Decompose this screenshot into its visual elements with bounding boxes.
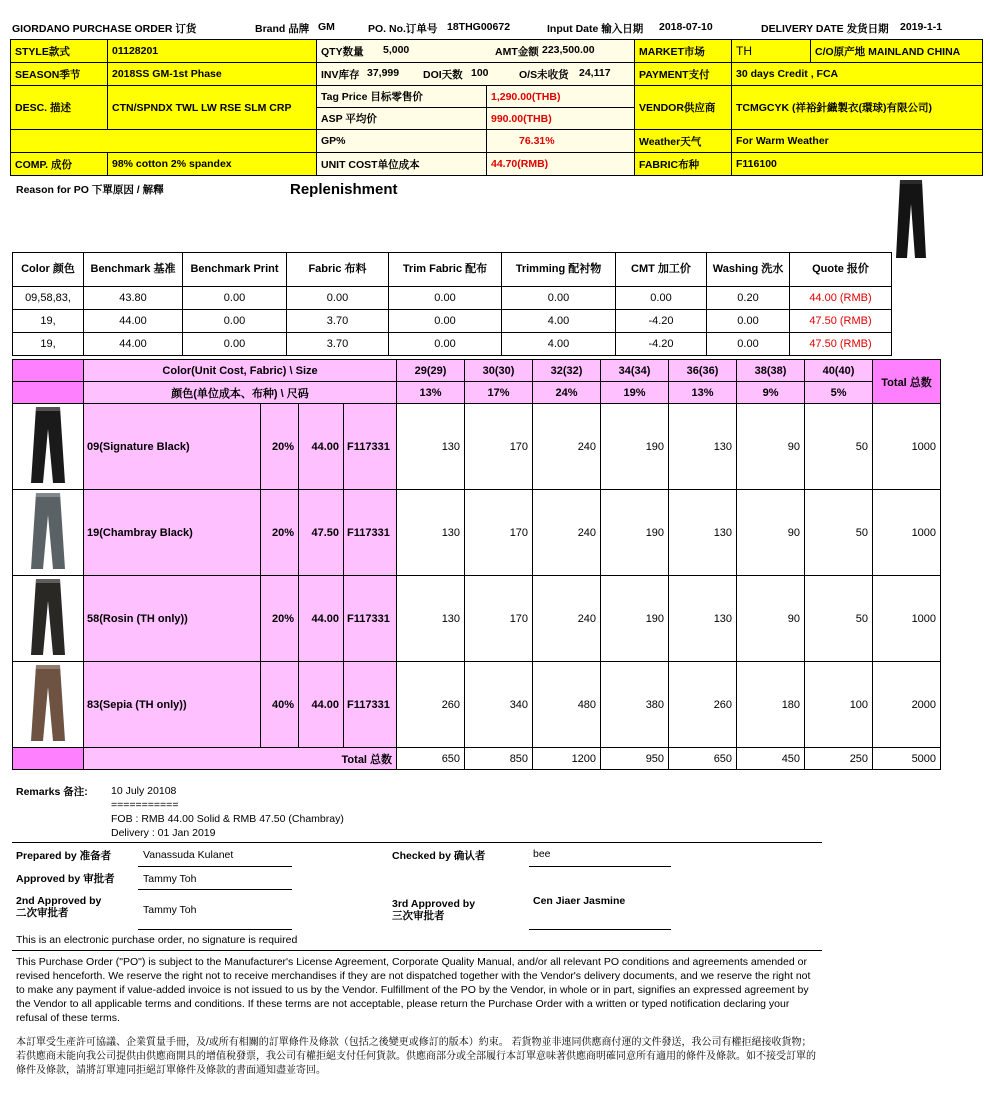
origin-label: C/O原产地	[815, 45, 866, 58]
delivery-date-label: DELIVERY DATE 发货日期	[761, 23, 889, 35]
comp-label: COMP. 成份	[11, 153, 108, 176]
tag-price-value: 1,290.00(THB)	[487, 86, 635, 108]
qty-label: QTY数量	[321, 45, 364, 58]
fabric-code-cell: F117331	[344, 576, 397, 662]
grand-total-cell: 5000	[873, 748, 941, 770]
size-header-cell: 38(38)	[737, 360, 805, 382]
fabric-label: FABRIC布种	[635, 153, 732, 176]
checked-value: bee	[533, 848, 551, 860]
desc-value: CTN/SPNDX TWL LW RSE SLM CRP	[108, 86, 317, 130]
color-percent-cell: 20%	[261, 490, 299, 576]
size-total-cell: 450	[737, 748, 805, 770]
remarks-line: 10 July 20108	[111, 785, 177, 797]
unit-cost-cell: 44.00	[299, 576, 344, 662]
color-name-cell: 19(Chambray Black)	[84, 490, 261, 576]
color-row	[13, 576, 941, 662]
qty-cell: 380	[601, 662, 669, 748]
total-swatch-cell	[13, 748, 84, 770]
comp-value: 98% cotton 2% spandex	[108, 153, 317, 176]
weather-value: For Warm Weather	[732, 130, 983, 153]
qty-amt-cell	[317, 40, 635, 63]
cost-cell: -4.20	[616, 333, 707, 356]
size-ratio-cell: 9%	[737, 382, 805, 404]
style-value: 01128201	[108, 40, 317, 63]
size-ratio-cell: 5%	[805, 382, 873, 404]
inv-value: 37,999	[367, 67, 400, 79]
inv-doi-os-cell	[317, 63, 635, 86]
color-size-header-en: Color(Unit Cost, Fabric) \ Size	[84, 360, 397, 382]
market-label: MARKET市场	[635, 40, 732, 63]
qty-cell: 480	[533, 662, 601, 748]
size-total-cell: 1200	[533, 748, 601, 770]
cost-header-cell: Benchmark Print	[183, 253, 287, 287]
size-header-cell: 29(29)	[397, 360, 465, 382]
jeans-swatch-icon	[28, 491, 68, 571]
brand-label: Brand 品牌	[255, 23, 310, 35]
qty-cell: 130	[669, 490, 737, 576]
second-approval-label-cn: 二次审批者	[16, 907, 69, 919]
amt-value: 223,500.00	[542, 44, 595, 56]
prepared-value: Vanassuda Kulanet	[143, 849, 234, 861]
cost-cell: 0.00	[389, 310, 502, 333]
remarks-line: FOB : RMB 44.00 Solid & RMB 47.50 (Chambray)	[111, 813, 344, 825]
input-date-value: 2018-07-10	[659, 21, 713, 33]
qty-cell: 170	[465, 404, 533, 490]
color-swatch-cell	[13, 490, 84, 576]
style-label: STYLE款式	[11, 40, 108, 63]
jeans-swatch-icon	[28, 405, 68, 485]
size-total-cell: 850	[465, 748, 533, 770]
legal-text-en: This Purchase Order ("PO") is subject to the Manufacturer's License Agreement, Corporate Quality Manual, and/or all relevant PO conditions and agreements amended or revised henceforth. We reserve the right not to receive merchandises if they are not dispatched together with the Vendor's delivery documents, and we reserve the right not to make any payment if value-added invoice is not issued to us by the Vendor. Fulfillment of the PO by the Vendor, in whole or in part, signifies an expressed agreement by the Vendor to all applicable terms and conditions. If these terms are not acceptable, please return the Purchase Order with a written or typed notification declaring your refusal of these terms.	[16, 956, 811, 1024]
fabric-value: F116100	[732, 153, 983, 176]
prepared-label: Prepared by 准备者	[16, 850, 112, 862]
cost-header-cell: Benchmark 基准	[84, 253, 183, 287]
second-approval-value: Tammy Toh	[143, 904, 197, 916]
delivery-date-value: 2019-1-1	[900, 21, 943, 33]
row-total-cell: 1000	[873, 576, 941, 662]
cost-cell: 19,	[13, 310, 84, 333]
payment-value: 30 days Credit , FCA	[732, 63, 983, 86]
season-value: 2018SS GM-1st Phase	[108, 63, 317, 86]
qty-cell: 50	[805, 490, 873, 576]
size-ratio-cell: 19%	[601, 382, 669, 404]
qty-value: 5,000	[383, 44, 410, 56]
cost-header-cell: Fabric 布料	[287, 253, 389, 287]
color-row	[13, 404, 941, 490]
po-no-value: 18THG00672	[447, 21, 511, 33]
qty-cell: 170	[465, 490, 533, 576]
remarks-body	[111, 784, 344, 840]
origin-value: MAINLAND CHINA	[868, 45, 961, 58]
qty-cell: 240	[533, 404, 601, 490]
cost-header-cell: Washing 洗水	[707, 253, 790, 287]
cost-cell: 0.00	[707, 310, 790, 333]
amt-label: AMT金额	[495, 46, 539, 58]
second-signature-line	[138, 929, 292, 930]
cost-cell: 0.00	[616, 287, 707, 310]
prepared-signature-line	[138, 866, 292, 867]
divider	[12, 950, 822, 951]
color-row	[13, 490, 941, 576]
color-name-cell: 58(Rosin (TH only))	[84, 576, 261, 662]
qty-cell: 260	[669, 662, 737, 748]
total-label: Total 总数	[84, 748, 397, 770]
unit-cost-cell: 44.00	[299, 662, 344, 748]
approved-value: Tammy Toh	[143, 873, 197, 885]
vendor-label: VENDOR供应商	[635, 86, 732, 130]
color-percent-cell: 20%	[261, 576, 299, 662]
qty-cell: 340	[465, 662, 533, 748]
approved-signature-line	[138, 889, 292, 890]
qty-cell: 130	[397, 576, 465, 662]
total-header: Total 总数	[873, 360, 941, 404]
swatch-header-cell-2	[13, 382, 84, 404]
qty-cell: 240	[533, 490, 601, 576]
cost-cell: 0.00	[502, 287, 616, 310]
cost-header-cell: Trim Fabric 配布	[389, 253, 502, 287]
qty-cell: 130	[397, 490, 465, 576]
qty-cell: 100	[805, 662, 873, 748]
size-ratio-row	[13, 382, 941, 404]
payment-label: PAYMENT支付	[635, 63, 732, 86]
third-approval-label	[392, 898, 475, 922]
qty-cell: 180	[737, 662, 805, 748]
size-ratio-cell: 24%	[533, 382, 601, 404]
third-approval-label-en: 3rd Approved by	[392, 898, 476, 910]
os-value: 24,117	[579, 67, 611, 79]
approved-label: Approved by 审批者	[16, 873, 115, 885]
cost-cell: 0.20	[707, 287, 790, 310]
fabric-code-cell: F117331	[344, 662, 397, 748]
cost-cell: 0.00	[183, 333, 287, 356]
color-swatch-cell	[13, 576, 84, 662]
size-total-cell: 250	[805, 748, 873, 770]
qty-cell: 90	[737, 404, 805, 490]
cost-row	[13, 310, 892, 333]
qty-cell: 260	[397, 662, 465, 748]
fabric-code-cell: F117331	[344, 490, 397, 576]
qty-cell: 130	[397, 404, 465, 490]
cost-cell: 44.00 (RMB)	[790, 287, 892, 310]
cost-header-cell: CMT 加工价	[616, 253, 707, 287]
checked-label: Checked by 确认者	[392, 850, 486, 862]
cost-cell: 43.80	[84, 287, 183, 310]
cost-row	[13, 333, 892, 356]
os-label: O/S未收货	[519, 69, 569, 81]
doi-value: 100	[471, 67, 489, 79]
color-size-header-cn: 颜色(单位成本、布种) \ 尺码	[84, 382, 397, 404]
color-name-cell: 09(Signature Black)	[84, 404, 261, 490]
po-title: GIORDANO PURCHASE ORDER 订货	[12, 23, 197, 35]
color-percent-cell: 40%	[261, 662, 299, 748]
size-header-cell: 34(34)	[601, 360, 669, 382]
qty-cell: 130	[669, 576, 737, 662]
size-header-row	[13, 360, 941, 382]
cost-cell: 19,	[13, 333, 84, 356]
cost-cell: 3.70	[287, 333, 389, 356]
row-total-cell: 1000	[873, 490, 941, 576]
third-approval-value: Cen Jiaer Jasmine	[533, 895, 626, 907]
po-info-grid	[10, 39, 983, 176]
cost-cell: 0.00	[389, 333, 502, 356]
size-ratio-cell: 13%	[669, 382, 737, 404]
size-header-cell: 36(36)	[669, 360, 737, 382]
qty-cell: 90	[737, 576, 805, 662]
swatch-header-cell	[13, 360, 84, 382]
fabric-code-cell: F117331	[344, 404, 397, 490]
qty-cell: 190	[601, 576, 669, 662]
color-swatch-cell	[13, 404, 84, 490]
size-total-cell: 650	[397, 748, 465, 770]
po-no-label: PO. No.订单号	[368, 23, 438, 35]
desc-label: DESC. 描述	[11, 86, 108, 130]
blank-cell	[11, 130, 317, 153]
divider	[12, 842, 822, 843]
cost-cell: 0.00	[389, 287, 502, 310]
cost-cell: 3.70	[287, 310, 389, 333]
cost-cell: 47.50 (RMB)	[790, 333, 892, 356]
cost-breakdown-table	[12, 252, 892, 356]
cost-header-cell: Quote 报价	[790, 253, 892, 287]
cost-header-row	[13, 253, 892, 287]
cost-cell: 0.00	[183, 310, 287, 333]
unit-cost-cell: 44.00	[299, 404, 344, 490]
qty-cell: 130	[669, 404, 737, 490]
asp-label: ASP 平均价	[317, 108, 487, 130]
cost-cell: -4.20	[616, 310, 707, 333]
remarks-line: ===========	[111, 799, 179, 811]
cost-cell: 44.00	[84, 310, 183, 333]
remarks-label: Remarks 备注:	[16, 786, 88, 798]
qty-cell: 170	[465, 576, 533, 662]
second-approval-label-en: 2nd Approved by	[16, 895, 102, 907]
product-thumbnail	[893, 178, 929, 262]
size-header-cell: 40(40)	[805, 360, 873, 382]
qty-cell: 190	[601, 404, 669, 490]
color-percent-cell: 20%	[261, 404, 299, 490]
jeans-swatch-icon	[28, 577, 68, 657]
qty-cell: 50	[805, 404, 873, 490]
size-header-cell: 32(32)	[533, 360, 601, 382]
cost-cell: 0.00	[707, 333, 790, 356]
size-total-row	[13, 748, 941, 770]
unit-cost-value: 44.70(RMB)	[487, 153, 635, 176]
checked-signature-line	[529, 866, 671, 867]
qty-cell: 190	[601, 490, 669, 576]
color-row	[13, 662, 941, 748]
cost-header-cell: Trimming 配衬物	[502, 253, 616, 287]
color-swatch-cell	[13, 662, 84, 748]
input-date-label: Input Date 输入日期	[547, 23, 644, 35]
qty-cell: 240	[533, 576, 601, 662]
size-quantity-table	[12, 359, 941, 770]
row-total-cell: 2000	[873, 662, 941, 748]
qty-cell: 90	[737, 490, 805, 576]
brand-value: GM	[318, 21, 335, 33]
origin-cell	[811, 40, 983, 63]
cost-header-cell: Color 颜色	[13, 253, 84, 287]
cost-cell: 44.00	[84, 333, 183, 356]
jeans-swatch-icon	[28, 663, 68, 743]
row-total-cell: 1000	[873, 404, 941, 490]
cost-cell: 4.00	[502, 333, 616, 356]
reason-label: Reason for PO 下單原因 / 解釋	[16, 184, 164, 196]
legal-text-cn: 本訂單受生產許可協議、企業質量手冊，及/或所有相關的訂單條件及條款（包括之後變更或修訂的版本）約束。 若貨物並非連同供應商付運的文件發送，我公司有權拒絕接收貨物；若供應商未能向我公司提供由供應商開具的增值稅發票，我公司有權拒絕支付任何貨款。供應商部分或全部履行本訂單意味著供應商明確同意所有適用的條件及條款。如不接受訂單的條件及條款，請將訂單連同拒絕訂單條件及條款的書面通知盡並寄回。	[16, 1037, 816, 1076]
tag-price-label: Tag Price 目标零售价	[317, 86, 487, 108]
market-value: TH	[732, 40, 811, 63]
weather-label: Weather天气	[635, 130, 732, 153]
size-total-cell: 650	[669, 748, 737, 770]
doi-label: DOI天数	[423, 69, 463, 81]
gp-label: GP%	[317, 130, 487, 153]
unit-cost-label: UNIT COST单位成本	[317, 153, 487, 176]
color-name-cell: 83(Sepia (TH only))	[84, 662, 261, 748]
third-signature-line	[529, 929, 671, 930]
season-label: SEASON季节	[11, 63, 108, 86]
size-ratio-cell: 17%	[465, 382, 533, 404]
cost-cell: 0.00	[183, 287, 287, 310]
size-header-cell: 30(30)	[465, 360, 533, 382]
remarks-line: Delivery : 01 Jan 2019	[111, 827, 216, 839]
cost-cell: 4.00	[502, 310, 616, 333]
qty-cell: 50	[805, 576, 873, 662]
electronic-note: This is an electronic purchase order, no signature is required	[16, 934, 298, 946]
size-total-cell: 950	[601, 748, 669, 770]
cost-cell: 47.50 (RMB)	[790, 310, 892, 333]
second-approval-label	[16, 895, 101, 919]
unit-cost-cell: 47.50	[299, 490, 344, 576]
asp-value: 990.00(THB)	[487, 108, 635, 130]
vendor-value: TCMGCYK (祥裕針織製衣(環球)有限公司)	[732, 86, 983, 130]
reason-value: Replenishment	[290, 181, 398, 198]
third-approval-label-cn: 三次审批者	[392, 910, 445, 922]
cost-cell: 09,58,83,	[13, 287, 84, 310]
inv-label: INV库存	[321, 68, 360, 81]
gp-value: 76.31%	[487, 130, 635, 153]
cost-cell: 0.00	[287, 287, 389, 310]
cost-row	[13, 287, 892, 310]
size-ratio-cell: 13%	[397, 382, 465, 404]
